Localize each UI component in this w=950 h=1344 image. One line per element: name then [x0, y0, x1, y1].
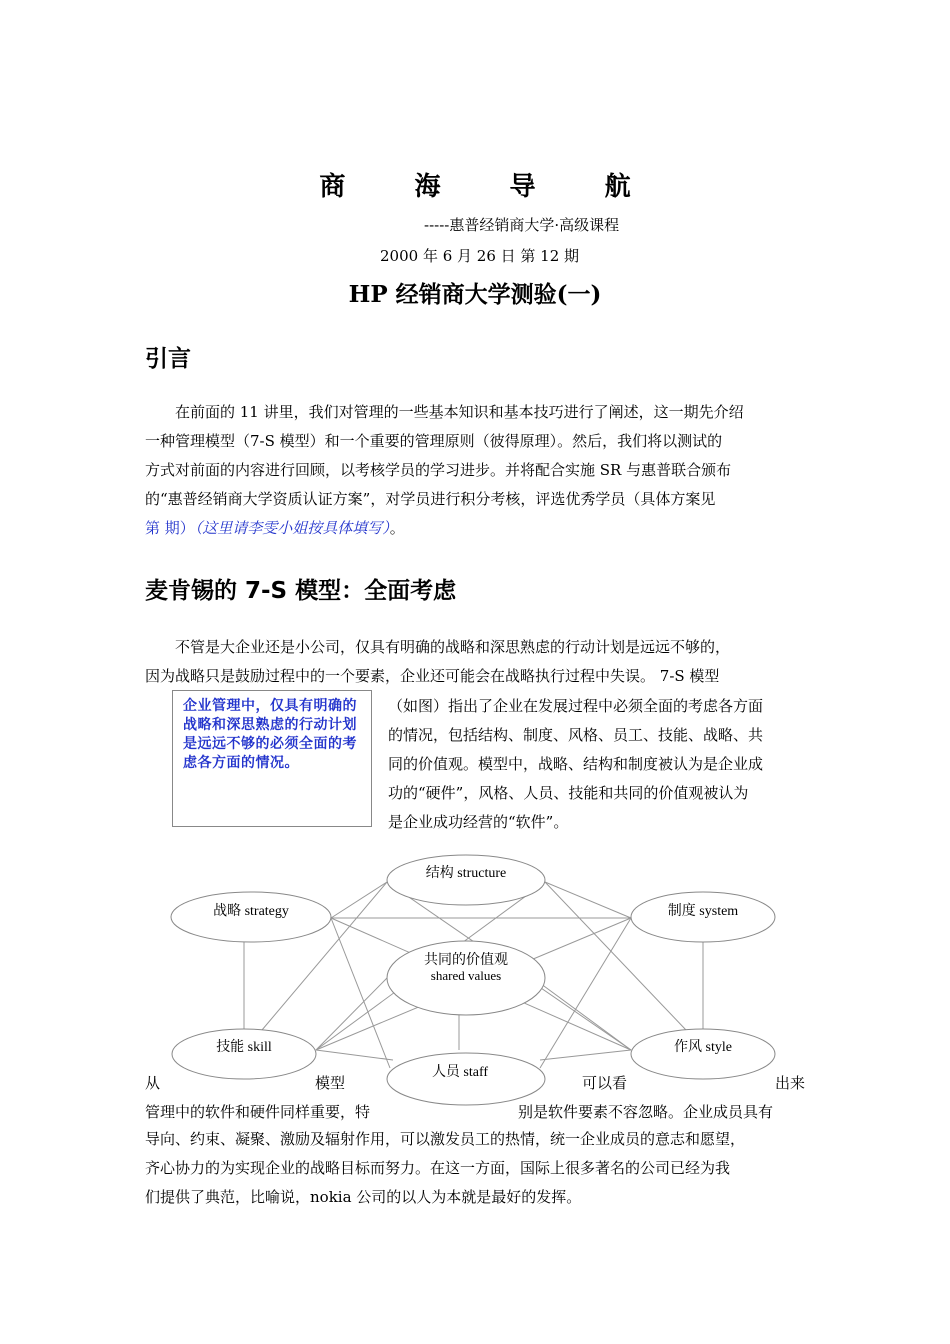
node-style: 作风 style	[674, 1040, 732, 1055]
closing-line: 齐心协力的为实现企业的战略目标而努力。在这一方面，国际上很多著名的公司已经为我	[145, 1159, 731, 1177]
side-line: 的情况，包括结构、制度、风格、员工、技能、战略、共	[388, 726, 764, 744]
closing-line: 导向、约束、凝聚、激励及辐射作用，可以激发员工的热情，统一企业成员的意志和愿望，	[145, 1130, 746, 1148]
quiz-title: HP 经销商大学测验(一)	[348, 281, 602, 308]
side-line: 是企业成功经营的“软件”。	[388, 813, 569, 831]
side-line: （如图）指出了企业在发展过程中必须全面的考虑各方面	[388, 697, 764, 715]
intro-line: 的“惠普经销商大学资质认证方案”，对学员进行积分考核，评选优秀学员（具体方案见	[145, 490, 716, 508]
wrap-text: 出来	[775, 1074, 806, 1092]
node-shared-values-en: shared values	[430, 968, 502, 983]
section-heading-7s: 麦肯锡的 7-S 模型：全面考虑	[145, 578, 457, 604]
node-strategy: 战略 strategy	[213, 904, 289, 919]
side-line: 功的“硬件”，风格、人员、技能和共同的价值观被认为	[388, 784, 749, 802]
wrap-text: 可以看	[582, 1074, 628, 1092]
node-system: 制度 system	[667, 904, 739, 919]
issue-date: 2000 年 6 月 26 日 第 12 期	[380, 247, 580, 265]
intro-heading: 引言	[145, 346, 191, 372]
node-skill: 技能 skill	[216, 1040, 272, 1055]
callout-box: 企业管理中，仅具有明确的战略和深思熟虑的行动计划是远远不够的必须全面的考虑各方面的情况。	[172, 690, 372, 827]
side-line: 同的价值观。模型中，战略、结构和制度被认为是企业成	[388, 755, 764, 773]
document-subtitle: -----惠普经销商大学·高级课程	[424, 216, 620, 234]
section-line: 不管是大企业还是小公司，仅具有明确的战略和深思熟虑的行动计划是远远不够的，	[175, 638, 731, 656]
node-shared-values-cn: 共同的价值观	[424, 953, 508, 968]
intro-line: 在前面的 11 讲里，我们对管理的一些基本知识和基本技巧进行了阐述，这一期先介绍	[175, 403, 744, 421]
section-line: 因为战略只是鼓励过程中的一个要素，企业还可能会在战略执行过程中失误。 7-S 模型	[145, 667, 720, 685]
node-structure: 结构 structure	[425, 866, 507, 881]
closing-line: 们提供了典范，比喻说，nokia 公司的以人为本就是最好的发挥。	[145, 1188, 582, 1206]
closing-paragraph	[145, 1125, 810, 1212]
wrap-text: 管理中的软件和硬件同样重要，特	[145, 1103, 371, 1121]
issue-reference: 第 期）	[145, 519, 195, 537]
line-end: 。	[389, 519, 405, 537]
editor-note: （这里请李雯小姐按具体填写）	[194, 519, 390, 537]
intro-line: 方式对前面的内容进行回顾，以考核学员的学习进步。并将配合实施 SR 与惠普联合颁布	[145, 461, 732, 479]
document-title: 商 海 导 航	[319, 172, 661, 202]
node-staff: 人员 staff	[431, 1065, 489, 1080]
wrap-text: 模型	[315, 1074, 346, 1092]
wrap-text: 从	[145, 1074, 161, 1092]
intro-line: 一种管理模型（7-S 模型）和一个重要的管理原则（彼得原理）。然后，我们将以测试的	[145, 432, 723, 450]
wrap-text: 别是软件要素不容忽略。企业成员具有	[518, 1103, 774, 1121]
